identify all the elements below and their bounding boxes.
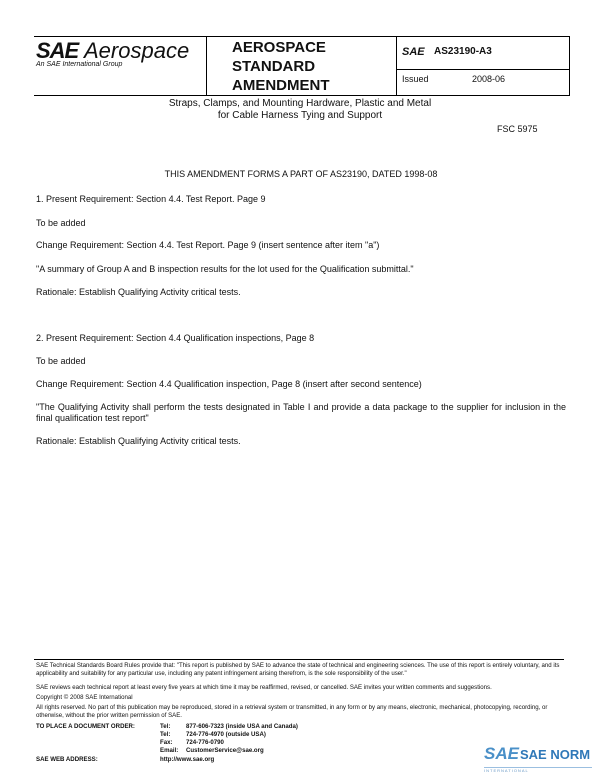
paragraph: Rationale: Establish Qualifying Activity critical tests.: [36, 287, 241, 297]
web-address-label: SAE WEB ADDRESS:: [36, 756, 98, 763]
paragraph: Change Requirement: Section 4.4 Qualification inspection, Page 8 (insert after second sentence): [36, 379, 422, 389]
paragraph: 2. Present Requirement: Section 4.4 Qualification inspections, Page 8: [36, 333, 315, 343]
paragraph: "The Qualifying Activity shall perform the tests designated in Table I and provide a data package to the supplier for inclusion in the final qualification test report": [36, 402, 566, 423]
contact-key: Tel:: [160, 723, 171, 730]
contact-key: Email:: [160, 747, 179, 754]
title-line: for Cable Harness Tying and Support: [217, 110, 383, 121]
footer-review-text: SAE reviews each technical report at least every five years at which time it may be reaffirmed, revised, or cancelled. SAE invites your written comments and suggestions.: [36, 684, 492, 691]
footer-rules-text: SAE Technical Standards Board Rules provide that: "This report is published by SAE to advance the state of technical and engineering sciences. The use of this report is entirely voluntary, and its applicability and suitability for any particular use, including any patent infringement arising therefrom, is the sole responsibility of the user.": [36, 662, 560, 677]
document-title: [60, 98, 540, 122]
paragraph: To be added: [36, 218, 86, 228]
paragraph: "A summary of Group A and B inspection results for the lot used for the Qualification submittal.": [36, 264, 414, 274]
header-divider: [396, 36, 397, 95]
paragraph: Rationale: Establish Qualifying Activity critical tests.: [36, 436, 241, 446]
contact-value: 724-776-4970 (outside USA): [186, 731, 266, 738]
watermark-name: SAE NORM: [520, 747, 591, 762]
paragraph: 1. Present Requirement: Section 4.4. Test Report. Page 9: [36, 194, 266, 204]
footer-rights-text: All rights reserved. No part of this publication may be reproduced, stored in a retrieval system or transmitted, in any form or by any means, electronic, mechanical, photocopying, recording, or otherwise, without the prior written permission of SAE.: [36, 704, 548, 719]
footer-copyright: Copyright © 2008 SAE International: [36, 694, 133, 701]
contact-email-link[interactable]: CustomerService@sae.org: [186, 747, 264, 754]
sae-logo-product: Aerospace: [84, 38, 190, 63]
header-divider: [396, 69, 569, 70]
contact-value: 724-776-0790: [186, 739, 224, 746]
sae-mark: SAE: [402, 46, 425, 58]
paragraph: Change Requirement: Section 4.4. Test Report. Page 9 (insert sentence after item "a"): [36, 240, 380, 250]
document-type-line: AEROSPACE: [232, 39, 326, 56]
contact-key: Tel:: [160, 731, 171, 738]
header-divider: [569, 36, 570, 95]
issued-date: 2008-06: [472, 74, 506, 84]
order-label: TO PLACE A DOCUMENT ORDER:: [36, 723, 135, 730]
header-bottom-rule: [34, 95, 570, 96]
document-type-line: AMENDMENT: [232, 77, 330, 94]
footer-rule: [34, 659, 564, 660]
header-divider: [206, 36, 207, 95]
fsc-code: FSC 5975: [497, 124, 538, 134]
sae-logo-brand: SAE: [36, 38, 79, 63]
sae-logo-subtitle: An SAE International Group: [36, 61, 123, 68]
document-number: AS23190-A3: [434, 46, 492, 57]
web-address-link[interactable]: http://www.sae.org: [160, 756, 215, 763]
title-line: Straps, Clamps, and Mounting Hardware, Plastic and Metal: [168, 98, 432, 109]
document-type-line: STANDARD: [232, 58, 316, 75]
issued-label: Issued: [402, 74, 429, 84]
watermark-logo-icon: SAE: [484, 744, 519, 763]
contact-key: Fax:: [160, 739, 173, 746]
paragraph: To be added: [36, 356, 86, 366]
contact-value: 877-606-7323 (inside USA and Canada): [186, 723, 298, 730]
watermark-small-text: INTERNATIONAL: [484, 768, 529, 773]
amendment-intro: THIS AMENDMENT FORMS A PART OF AS23190, DATED 1998-08: [164, 169, 438, 179]
header-top-rule: [34, 36, 570, 37]
document-type: [232, 38, 382, 95]
